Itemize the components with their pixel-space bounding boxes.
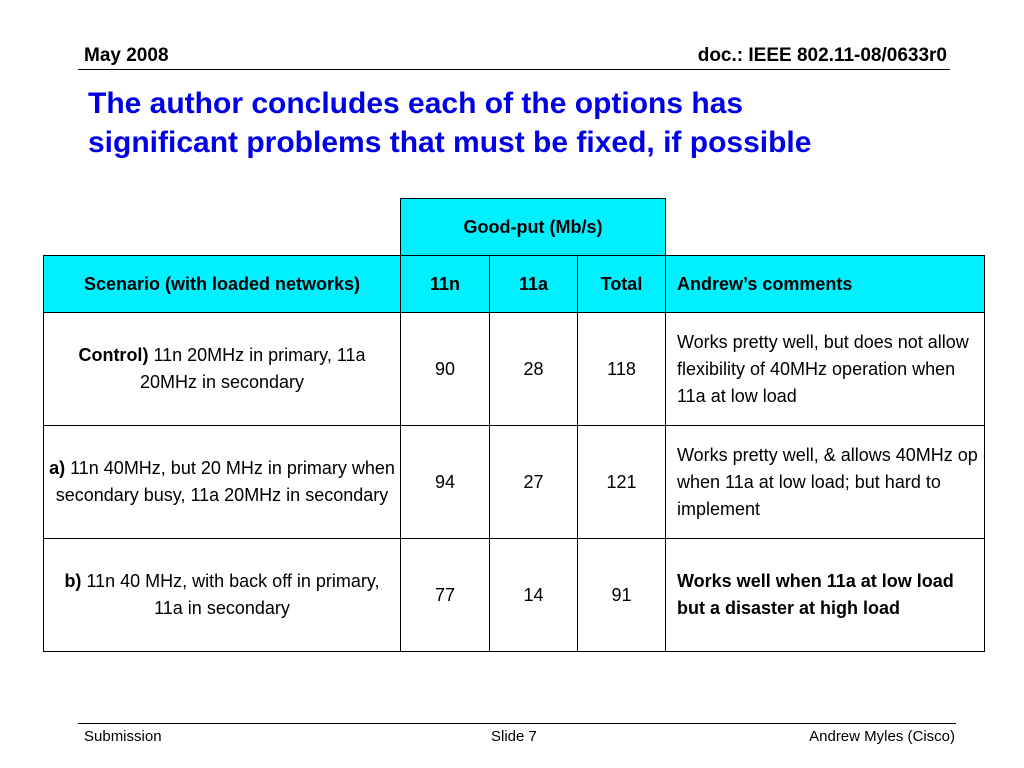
footer-submission: Submission bbox=[84, 728, 162, 745]
11n-value: 77 bbox=[401, 539, 490, 652]
comment-cell: Works well when 11a at low load but a disaster at high load bbox=[666, 539, 985, 652]
comments-column-header: Andrew’s comments bbox=[666, 256, 985, 313]
total-value: 118 bbox=[578, 313, 666, 426]
slide-title bbox=[88, 84, 968, 162]
header-divider bbox=[78, 69, 950, 70]
empty-cell bbox=[666, 199, 985, 256]
column-header-row bbox=[44, 256, 985, 313]
scenario-label-bold: Control) bbox=[78, 345, 149, 365]
11a-column-header: 11a bbox=[490, 256, 578, 313]
goodput-group-header: Good-put (Mb/s) bbox=[401, 199, 666, 256]
11n-column-header: 11n bbox=[401, 256, 490, 313]
header-date: May 2008 bbox=[84, 45, 169, 66]
total-value: 121 bbox=[578, 426, 666, 539]
footer-slide-number: Slide 7 bbox=[491, 728, 537, 745]
scenario-label-text: 11n 20MHz in primary, 11a 20MHz in secondary bbox=[139, 345, 366, 392]
11n-value: 94 bbox=[401, 426, 490, 539]
11n-value: 90 bbox=[401, 313, 490, 426]
11a-value: 27 bbox=[490, 426, 578, 539]
11a-value: 28 bbox=[490, 313, 578, 426]
goodput-table-wrapper bbox=[43, 198, 985, 652]
header-doc-id: doc.: IEEE 802.11-08/0633r0 bbox=[697, 45, 947, 66]
table-row bbox=[44, 313, 985, 426]
total-value: 91 bbox=[578, 539, 666, 652]
comment-cell: Works pretty well, & allows 40MHz op when 11a at low load; but hard to implement bbox=[666, 426, 985, 539]
scenario-cell bbox=[44, 313, 401, 426]
scenario-column-header: Scenario (with loaded networks) bbox=[44, 256, 401, 313]
scenario-label-text: 11n 40MHz, but 20 MHz in primary when secondary busy, 11a 20MHz in secondary bbox=[55, 458, 395, 505]
slide-title-line-1: The author concludes each of the options has bbox=[88, 87, 744, 120]
footer-author: Andrew Myles (Cisco) bbox=[809, 728, 955, 745]
table-row bbox=[44, 539, 985, 652]
total-column-header: Total bbox=[578, 256, 666, 313]
comment-cell: Works pretty well, but does not allow flexibility of 40MHz operation when 11a at low load bbox=[666, 313, 985, 426]
scenario-label-text: 11n 40 MHz, with back off in primary, 11a in secondary bbox=[81, 571, 380, 618]
goodput-table bbox=[43, 198, 985, 652]
footer-divider bbox=[78, 723, 956, 724]
scenario-cell bbox=[44, 539, 401, 652]
scenario-label-bold: a) bbox=[49, 458, 66, 478]
table-row bbox=[44, 426, 985, 539]
scenario-label-bold: b) bbox=[64, 571, 82, 591]
empty-cell bbox=[44, 199, 401, 256]
slide-title-line-2: significant problems that must be fixed, if possible bbox=[88, 126, 812, 159]
group-header-row bbox=[44, 199, 985, 256]
scenario-cell bbox=[44, 426, 401, 539]
11a-value: 14 bbox=[490, 539, 578, 652]
